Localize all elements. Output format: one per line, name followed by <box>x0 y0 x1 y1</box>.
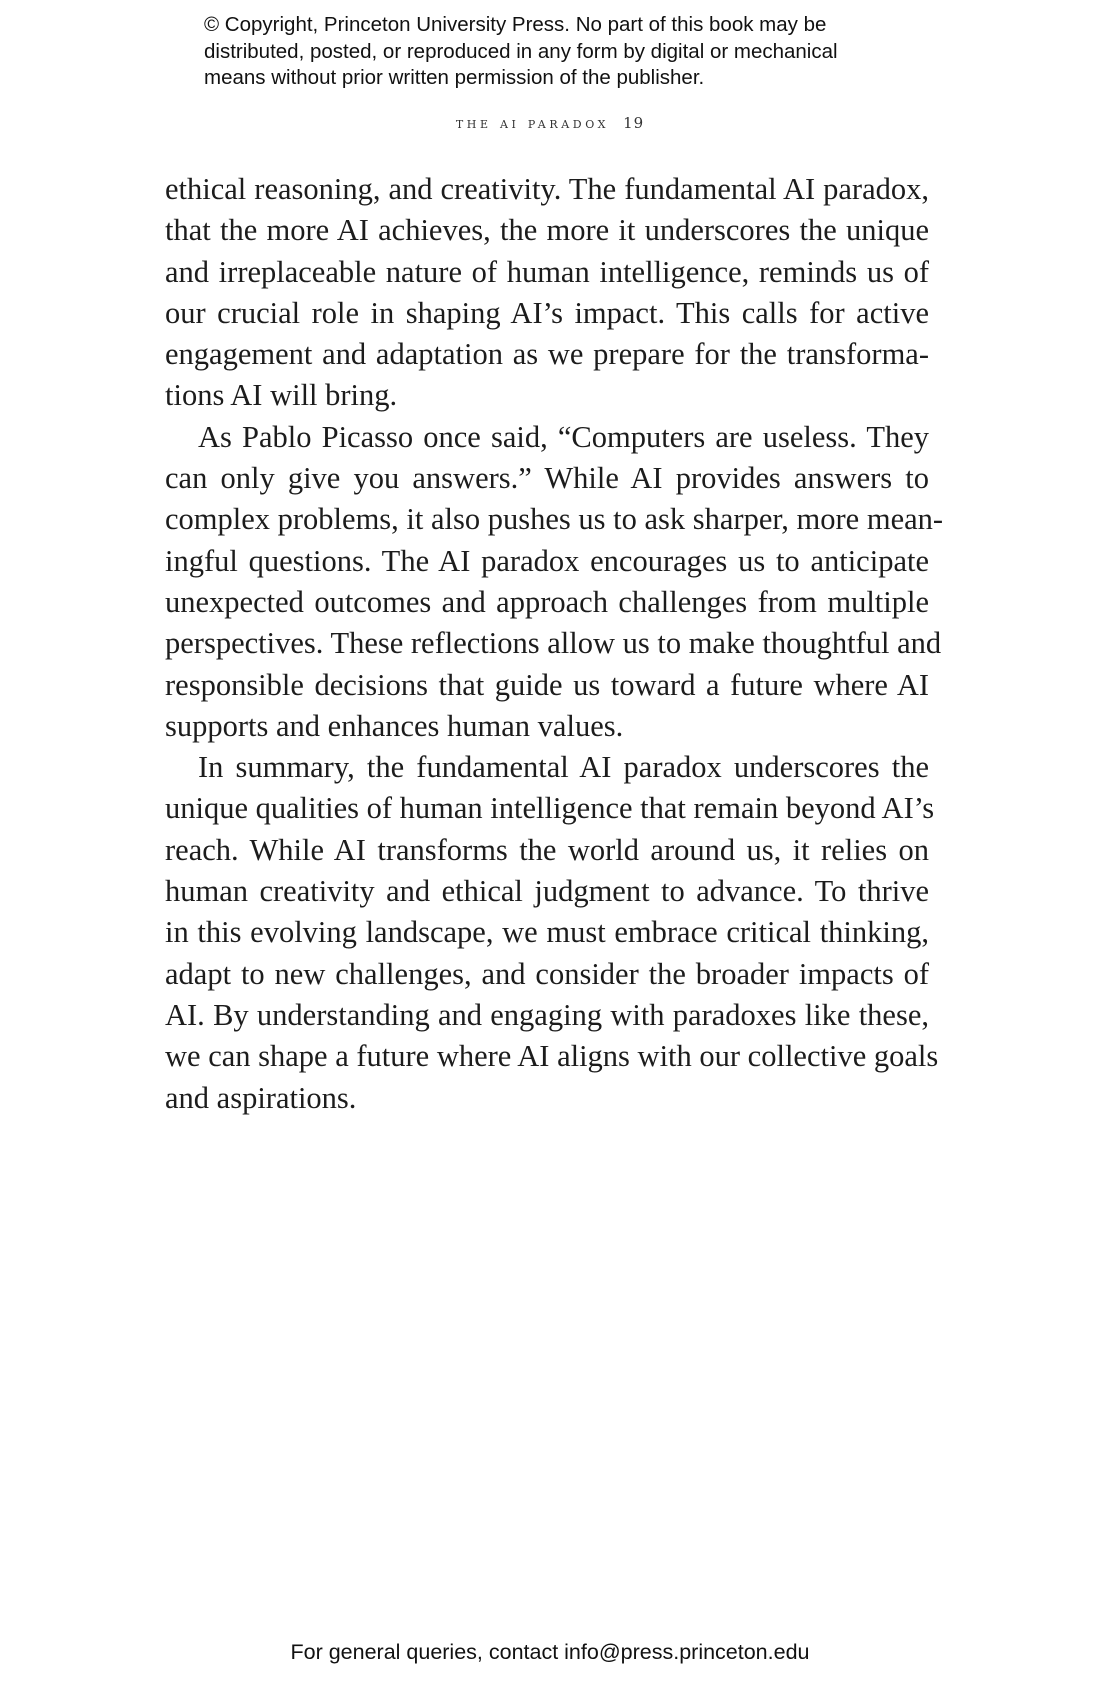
text-line: perspectives. These reflections allow us to make thoughtful and <box>165 626 942 661</box>
text-line: complex problems, it also pushes us to ask sharper, more mean- <box>165 502 944 537</box>
text-line: reach. While AI transforms the world around us, it relies on <box>165 832 929 867</box>
contact-footer: For general queries, contact info@press.princeton.edu <box>290 1640 810 1664</box>
text-line: in this evolving landscape, we must embrace critical thinking, <box>165 915 929 950</box>
text-line: unique qualities of human intelligence that remain beyond AI’s <box>165 791 935 826</box>
text-line: tions AI will bring. <box>165 378 398 413</box>
text-line: ethical reasoning, and creativity. The fundamental AI paradox, <box>165 172 929 206</box>
text-line: responsible decisions that guide us toward a future where AI <box>165 667 929 702</box>
text-line: AI. By understanding and engaging with paradoxes like these, <box>165 997 929 1032</box>
copyright-line: means without prior written permission of the publisher. <box>204 66 705 89</box>
text-line: ingful questions. The AI paradox encourages us to anticipate <box>165 543 929 578</box>
page-number: 19 <box>623 114 645 132</box>
text-line: engagement and adaptation as we prepare for the transforma- <box>165 337 929 372</box>
text-line: and irreplaceable nature of human intelligence, reminds us of <box>165 254 929 289</box>
text-line: that the more AI achieves, the more it underscores the unique <box>165 213 929 248</box>
text-line: supports and enhances human values. <box>165 708 624 743</box>
body-text <box>165 169 944 1119</box>
paragraph <box>165 747 939 1119</box>
running-head <box>0 114 1100 132</box>
text-line: As Pablo Picasso once said, “Computers are useless. They <box>198 419 929 454</box>
text-line: our crucial role in shaping AI’s impact. This calls for active <box>165 295 929 330</box>
text-line: and aspirations. <box>165 1080 357 1115</box>
text-line: we can shape a future where AI aligns with our collective goals <box>165 1039 939 1074</box>
text-line: human creativity and ethical judgment to advance. To thrive <box>165 874 929 909</box>
paragraph <box>165 169 929 417</box>
text-line: unexpected outcomes and approach challenges from multiple <box>165 584 929 619</box>
running-title: the ai paradox <box>455 114 610 132</box>
text-line: In summary, the fundamental AI paradox underscores the <box>198 750 929 785</box>
text-line: can only give you answers.” While AI provides answers to <box>165 461 929 496</box>
text-line: adapt to new challenges, and consider the broader impacts of <box>165 956 929 991</box>
paragraph <box>165 417 944 747</box>
copyright-notice <box>204 12 924 92</box>
copyright-line: distributed, posted, or reproduced in any form by digital or mechanical <box>204 39 838 63</box>
copyright-line: © Copyright, Princeton University Press. No part of this book may be <box>204 13 827 36</box>
